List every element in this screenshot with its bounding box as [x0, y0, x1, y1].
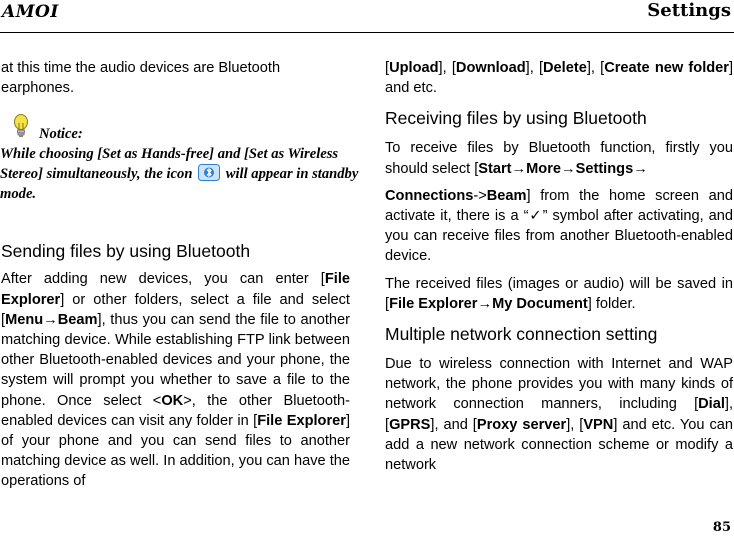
section-heading-network: Multiple network connection setting: [385, 324, 658, 345]
page-number: 85: [712, 520, 731, 535]
section-heading-sending: Sending files by using Bluetooth: [1, 241, 251, 262]
text-run: After adding new devices, you can enter [: [1, 271, 325, 288]
text-run: To receive files by Bluetooth function, firstly you should select [: [385, 140, 733, 177]
bold-term: OK: [161, 392, 184, 409]
amoi-logo: AMOI: [2, 2, 59, 22]
bold-term: Download: [455, 60, 526, 76]
arrow-symbol: →: [477, 295, 493, 312]
bold-term: Connections: [385, 187, 474, 204]
bold-term: File Explorer: [389, 295, 478, 312]
bold-term: Beam: [57, 311, 98, 328]
text-run: ] from the home screen and activate it, there is a “✓” symbol after activating, and you can receive files from another Bluetooth-enabled device.: [385, 187, 733, 265]
received-files-paragraph: [385, 274, 733, 314]
receiving-steps: [385, 186, 733, 267]
bold-term: Delete: [543, 60, 587, 76]
bold-term: Create new folder: [604, 60, 729, 76]
bold-term: File Explorer: [257, 412, 346, 429]
section-heading-receiving: Receiving files by using Bluetooth: [385, 108, 647, 129]
right-column: [385, 58, 733, 475]
receiving-intro: [385, 138, 733, 178]
arrow-symbol: →: [511, 160, 527, 177]
text-run: ] and etc. You can add a new network connection scheme or modify a network: [385, 416, 733, 474]
bold-term: Beam: [486, 187, 527, 204]
text-run: ], thus you can send the file to another matching device. While establishing FTP link between other Bluetooth-enabled devices and your phone, the system will prompt you whether to save a file to the phone. Once select <: [1, 311, 350, 409]
light-bulb-icon: [13, 114, 29, 140]
intro-paragraph: at this time the audio devices are Bluetooth earphones.: [1, 60, 281, 97]
bold-term: Settings: [575, 160, 634, 177]
operations-paragraph: [Upload], [Download], [Delete], [Create new folder] and etc.: [385, 60, 734, 97]
notice-label: Notice:: [39, 126, 83, 143]
bold-term: Start: [478, 160, 512, 177]
bluetooth-stereo-icon: [198, 164, 220, 181]
bold-term: More: [526, 160, 562, 177]
notice-text-part1: While choosing [Set as Hands-free] and [Set as Wireless Stereo] simultaneously, the icon: [0, 146, 339, 183]
text-run: ] and etc.: [385, 60, 734, 97]
sending-paragraph: [1, 269, 350, 491]
bold-term: File Explorer: [1, 271, 350, 308]
notice-text-part2: will appear in standby mode.: [0, 166, 359, 203]
notice-header: [1, 114, 350, 144]
arrow-symbol: →: [43, 311, 58, 328]
bold-term: Menu: [5, 311, 44, 328]
arrow-symbol: ->: [473, 187, 487, 204]
text-run: >, the other Bluetooth-enabled devices can visit any folder in [: [1, 392, 350, 429]
arrow-symbol: →: [633, 160, 648, 177]
bold-term: Dial: [698, 396, 725, 413]
network-paragraph: Due to wireless connection with Internet and WAP network, the phone provides you with many kinds of network connection manners, including [Dial], [GPRS], and [Proxy server], [VPN] and etc. You can add a new network connection scheme or modify a network: [385, 356, 733, 474]
text-run: ] of your phone and you can send files to another matching device as well. In addition, you can have the operations of: [1, 412, 350, 490]
text-run: ] folder.: [587, 295, 636, 312]
bold-term: My Document: [492, 295, 588, 312]
text-run: The received files (images or audio) will be saved in [: [385, 275, 733, 312]
text-run: ] or other folders, select a file and select [: [1, 291, 350, 328]
text-run: Due to wireless connection with Internet and WAP network, the phone provides you with many kinds of network connection manners, including [: [385, 356, 733, 413]
bold-term: Upload: [389, 60, 439, 76]
arrow-symbol: →: [561, 160, 576, 177]
bold-term: GPRS: [389, 416, 431, 433]
bold-term: Proxy server: [476, 416, 567, 433]
page-title: Settings: [647, 0, 731, 21]
bold-term: VPN: [583, 416, 614, 433]
header-divider: [0, 32, 734, 33]
left-column: [0, 58, 359, 492]
notice-text: [0, 144, 360, 204]
